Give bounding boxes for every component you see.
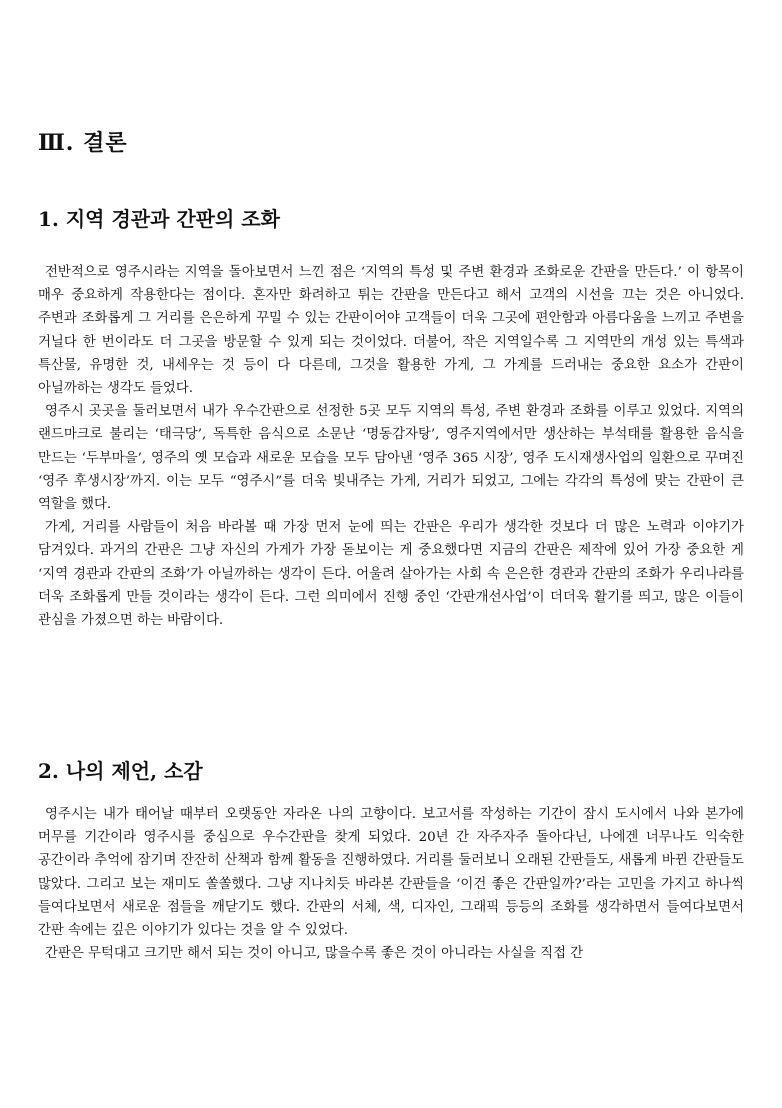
section-1-paragraph-3: 가게, 거리를 사람들이 처음 바라볼 때 가장 먼저 눈에 띄는 간판은 우리가 생각한 것보다 더 많은 노력과 이야기가 담겨있다. 과거의 간판은 그냥 자신의 가게가 가장 돋보이는 게 중요했다면 지금의 간판은 제작에 있어 가장 중요한 게 ‘지역 경관과 간판의 조화’가 아닐까하는 생각이 든다. 어울려 살아가는 사회 속 은은한 경관과 간판의 조화가 우리나라를 더욱 조화롭게 만들 것이라는 생각이 든다. 그런 의미에서 진행 중인 ‘간판개선사업’이 더더욱 활기를 띄고, 많은 이들이 관심을 가졌으면 하는 바람이다. bbox=[38, 520, 744, 629]
section-2-body bbox=[38, 803, 744, 965]
chapter-title: Ⅲ. 결론 bbox=[38, 130, 128, 156]
section-2-paragraph-1: 영주시는 내가 태어날 때부터 오랫동안 자라온 나의 고향이다. 보고서를 작성하는 기간이 잠시 도시에서 나와 본가에 머무를 기간이라 영주시를 중심으로 우수간판을 찾게 되었다. 20년 간 자주자주 돌아다닌, 나에겐 너무나도 익숙한 공간이라 추억에 잠기며 잔잔히 산책과 함께 활동을 진행하였다. 거리를 둘러보니 오래된 간판들도, 새롭게 바뀐 간판들도 많았다. 그리고 보는 재미도 쏠쏠했다. 그냥 지나치듯 바라본 간판들을 ‘이건 좋은 간판일까?’라는 고민을 가지고 하나씩 들여다보면서 새로운 점들을 깨닫기도 했다. 간판의 서체, 색, 디자인, 그래픽 등등의 조화를 생각하면서 들여다보면서 간판 속에는 깊은 이야기가 있다는 것을 알 수 있었다. bbox=[38, 807, 744, 939]
section-2-paragraph-2: 간판은 무턱대고 크기만 해서 되는 것이 아니고, 많을수록 좋은 것이 아니라는 사실을 직접 간 bbox=[45, 946, 584, 962]
section-2-title: 2. 나의 제언, 소감 bbox=[38, 759, 203, 783]
section-1-title: 1. 지역 경관과 간판의 조화 bbox=[38, 207, 280, 231]
section-1-paragraph-1: 전반적으로 영주시라는 지역을 돌아보면서 느낀 점은 ‘지역의 특성 및 주변 환경과 조화로운 간판을 만든다.’ 이 항목이 매우 중요하게 작용한다는 점이다. 혼자만 화려하고 튀는 간판을 만든다고 해서 고객의 시선을 끄는 것은 아니었다. 주변과 조화롭게 그 거리를 은은하게 꾸밀 수 있는 간판이어야 고객들이 더욱 그곳에 편안함과 아름다움을 느끼고 주변을 거닐다 한 번이라도 더 그곳을 방문할 수 있게 되는 것이었다. 더불어, 작은 지역일수록 그 지역만의 개성 있는 특색과 특산물, 유명한 것, 내세우는 것 등이 다 다른데, 그것을 활용한 가게, 그 가게를 드러내는 중요한 요소가 간판이 아닐까하는 생각도 들었다. bbox=[38, 265, 744, 397]
section-1-body bbox=[38, 261, 744, 632]
section-1-paragraph-2: 영주시 곳곳을 둘러보면서 내가 우수간판으로 선정한 5곳 모두 지역의 특성, 주변 환경과 조화를 이루고 있었다. 지역의 랜드마크로 불리는 ‘태극당’, 독특한 음식으로 소문난 ‘명동감자탕’, 영주지역에서만 생산하는 부석태를 활용한 음식을 만드는 ‘두부마을’, 영주의 옛 모습과 새로운 모습을 모두 담아낸 ‘영주 365 시장’, 영주 도시재생사업의 일환으로 꾸며진 ‘영주 후생시장’까지. 이는 모두 “영주시”를 더욱 빛내주는 가게, 거리가 되었고, 그에는 각각의 특성에 맞는 간판이 큰 역할을 했다. bbox=[38, 404, 744, 513]
